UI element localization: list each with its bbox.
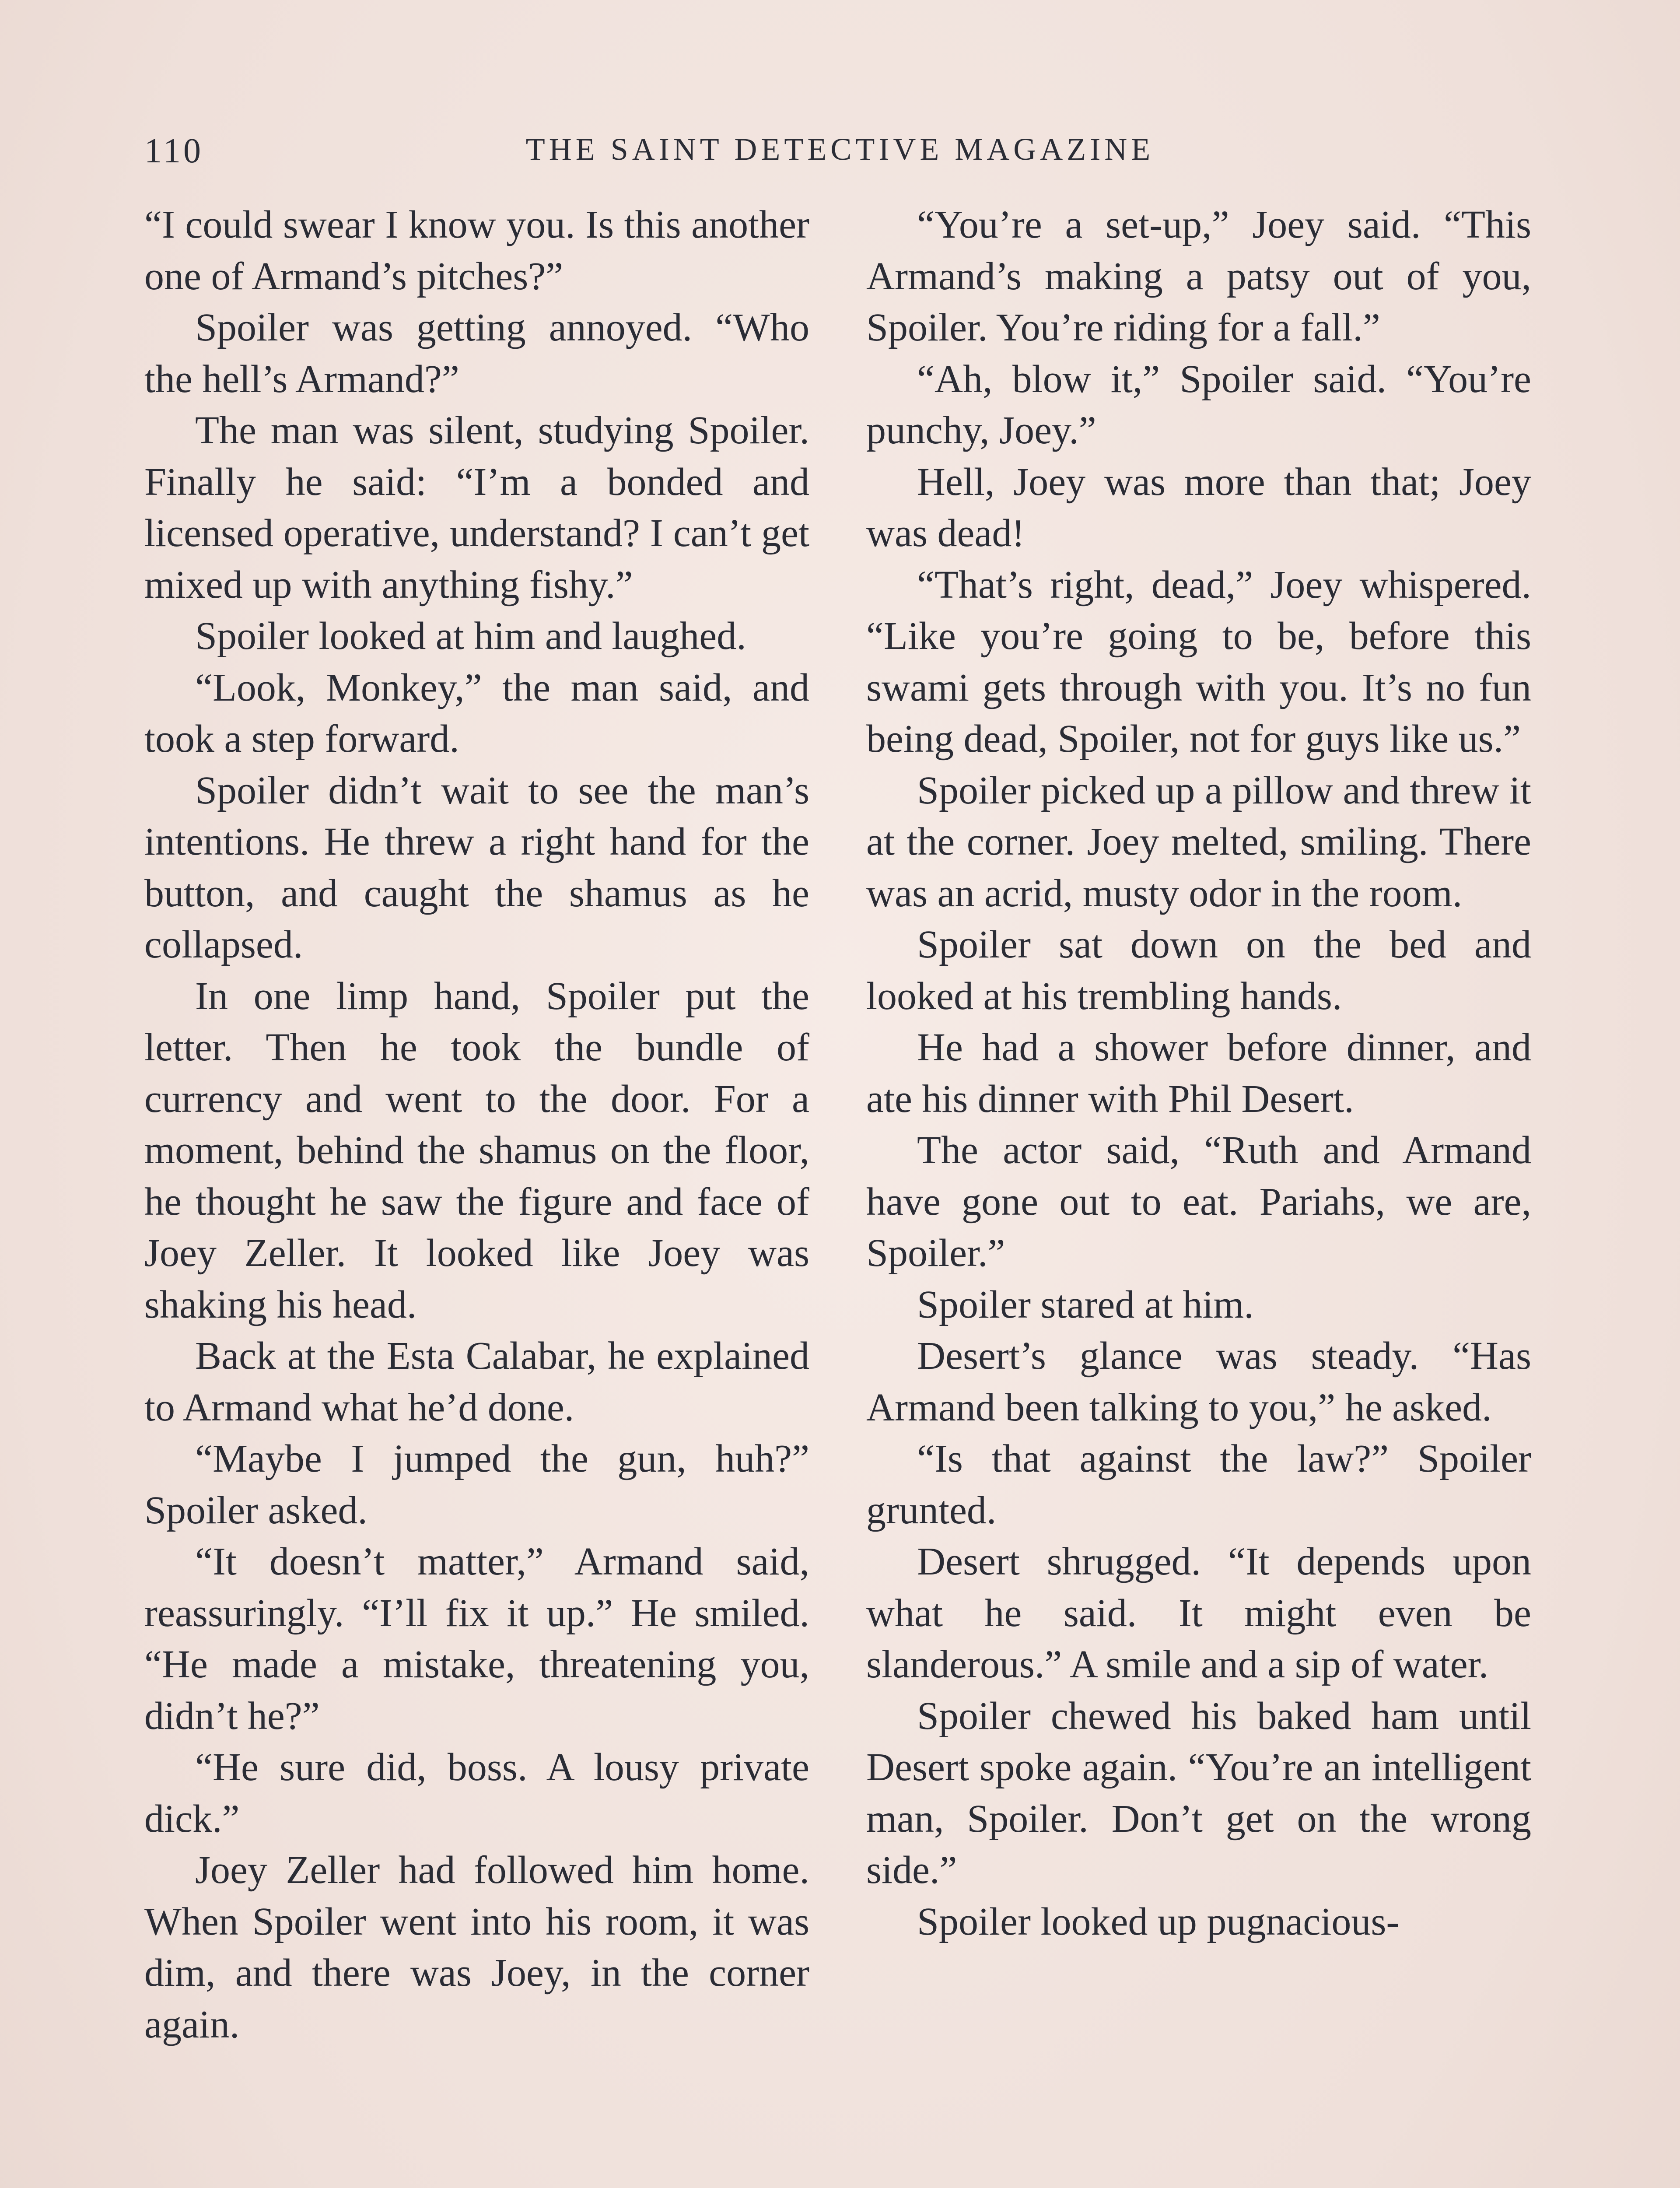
paragraph: Hell, Joey was more than that; Joey was dead! xyxy=(866,460,1531,555)
paragraph: “Ah, blow it,” Spoiler said. “You’re punchy, Joey.” xyxy=(866,357,1531,452)
paragraph: “He sure did, boss. A lousy private dick.” xyxy=(144,1746,809,1841)
paragraph: Spoiler looked at him and laughed. xyxy=(195,614,746,658)
right-text-column xyxy=(866,199,1531,1947)
left-text-column xyxy=(144,199,809,2050)
paragraph: Spoiler was getting annoyed. “Who the hell’s Armand?” xyxy=(144,306,809,401)
paragraph: Spoiler stared at him. xyxy=(917,1283,1254,1326)
paragraph: “I could swear I know you. Is this another one of Armand’s pitches?” xyxy=(144,203,809,298)
paragraph: “Maybe I jumped the gun, huh?” Spoiler asked. xyxy=(144,1437,809,1532)
paragraph: Joey Zeller had followed him home. When Spoiler went into his room, it was dim, and there was Joey, in the corner again. xyxy=(144,1848,809,2046)
paragraph: Spoiler sat down on the bed and looked at his trembling hands. xyxy=(866,923,1531,1018)
page-header xyxy=(144,131,1536,179)
paragraph: “Is that against the law?” Spoiler grunted. xyxy=(866,1437,1531,1532)
paragraph: In one limp hand, Spoiler put the letter. Then he took the bundle of currency and went to the door. For a moment, behind the shamus on the floor, he thought he saw the figure and face of Joey Zeller. It looked like Joey was shaking his head. xyxy=(144,974,809,1326)
paragraph: Spoiler didn’t wait to see the man’s intentions. He threw a right hand for the button, and caught the shamus as he collapsed. xyxy=(144,768,809,966)
paragraph: “That’s right, dead,” Joey whispered. “Like you’re going to be, before this swami gets through with you. It’s no fun being dead, Spoiler, not for guys like us.” xyxy=(866,563,1531,761)
paragraph: He had a shower before dinner, and ate his dinner with Phil Desert. xyxy=(866,1026,1531,1121)
paragraph: Spoiler chewed his baked ham until Desert spoke again. “You’re an intelligent man, Spoiler. Don’t get on the wrong side.” xyxy=(866,1694,1531,1892)
paragraph: Spoiler picked up a pillow and threw it at the corner. Joey melted, smiling. There was an acrid, musty odor in the room. xyxy=(866,768,1531,915)
running-head: THE SAINT DETECTIVE MAGAZINE xyxy=(525,132,1155,167)
page-number: 110 xyxy=(144,132,204,170)
paragraph: “You’re a set-up,” Joey said. “This Armand’s making a patsy out of you, Spoiler. You’re riding for a fall.” xyxy=(866,203,1531,349)
paragraph: The actor said, “Ruth and Armand have gone out to eat. Pariahs, we are, Spoiler.” xyxy=(866,1129,1531,1275)
paragraph: The man was silent, studying Spoiler. Finally he said: “I’m a bonded and licensed operative, understand? I can’t get mixed up with anything fishy.” xyxy=(144,409,809,607)
paragraph: Desert’s glance was steady. “Has Armand been talking to you,” he asked. xyxy=(866,1334,1531,1429)
paragraph: Desert shrugged. “It depends upon what he said. It might even be slanderous.” A smile and a sip of water. xyxy=(866,1540,1531,1686)
paragraph: “It doesn’t matter,” Armand said, reassuringly. “I’ll fix it up.” He smiled. “He made a mistake, threatening you, didn’t he?” xyxy=(144,1540,809,1738)
paragraph: “Look, Monkey,” the man said, and took a step forward. xyxy=(144,666,809,761)
paragraph: Back at the Esta Calabar, he explained to Armand what he’d done. xyxy=(144,1334,809,1429)
paragraph: Spoiler looked up pugnacious- xyxy=(917,1900,1400,1943)
